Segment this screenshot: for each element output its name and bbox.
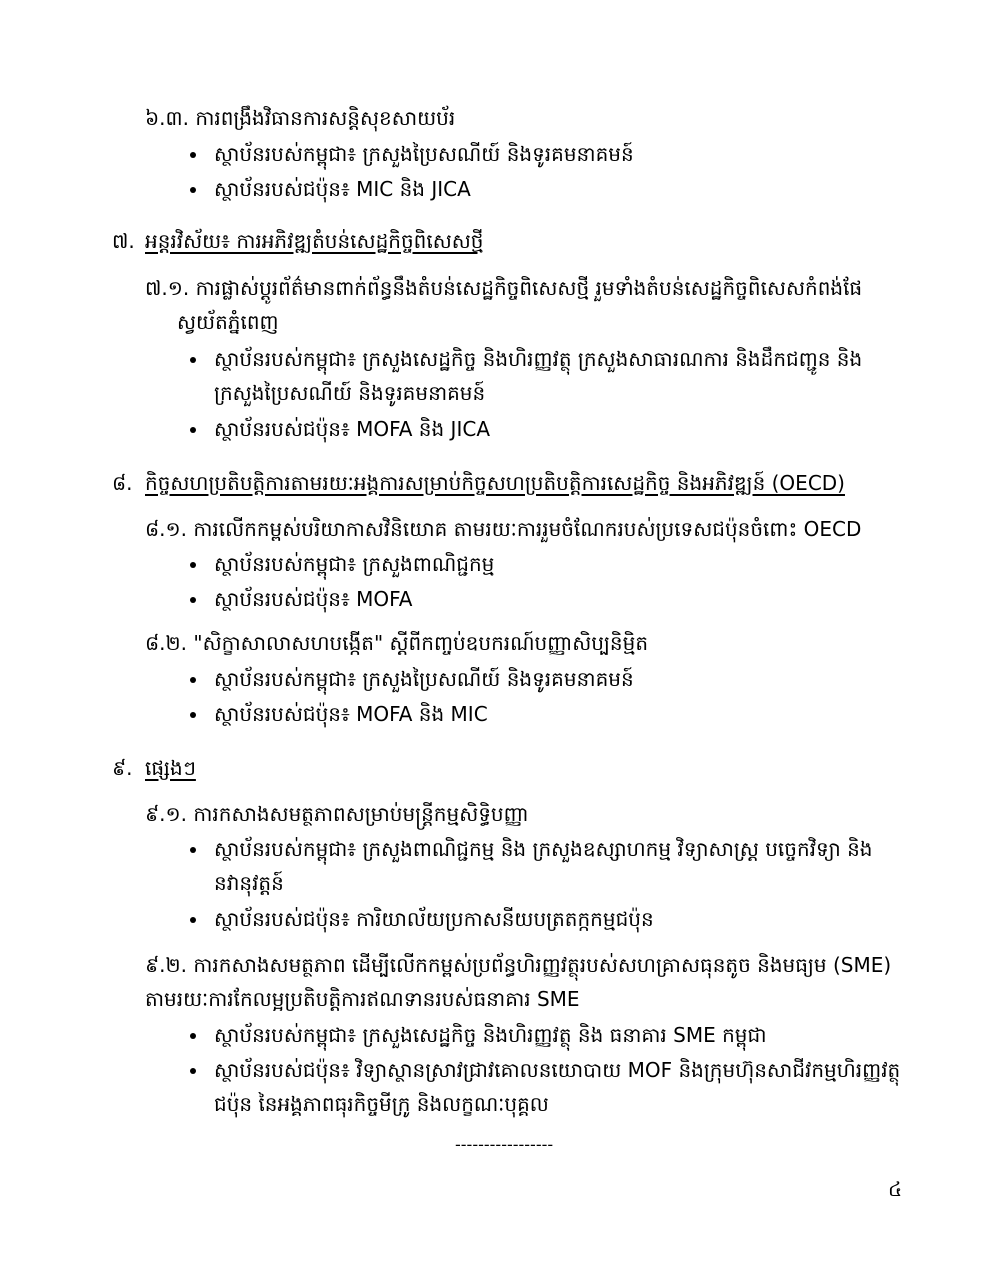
bullet-6-3-japan: ស្ថាប័នរបស់ជប៉ុន៖ MIC និង JICA — [190, 172, 910, 206]
section-8-number: ៨. — [112, 471, 133, 495]
subsection-9-2-title: ៩.២. ការកសាងសមត្ថភាព ដើម្បីលើកកម្ពស់ប្រព័ន្ធហិរញ្ញវត្ថុរបស់សហគ្រាសធុនតូច និងមធ្យម (SME) តាមរយៈការកែលម្អប្រតិបត្តិការឥណទានរបស់ធនាគារ SME — [145, 953, 892, 1011]
section-9-number: ៩. — [112, 756, 133, 780]
bullet-7-1-japan: ស្ថាប័នរបស់ជប៉ុន៖ MOFA និង JICA — [190, 412, 910, 446]
bullet-9-1-japan: ស្ថាប័នរបស់ជប៉ុន៖ ការិយាល័យប្រកាសនីយបត្រតក្កកម្មជប៉ុន — [190, 902, 910, 936]
bullet-9-1-cambodia: ស្ថាប័នរបស់កម្ពុជា៖ ក្រសួងពាណិជ្ជកម្ម និង ក្រសួងឧស្សាហកម្ម វិទ្យាសាស្ត្រ បច្ចេកវិទ្យា និង នវានុវត្តន៍ — [190, 832, 910, 900]
section-8-title: កិច្ចសហប្រតិបត្តិការតាមរយៈអង្គការសម្រាប់កិច្ចសហប្រតិបត្តិការសេដ្ឋកិច្ច និងអភិវឌ្ឍន៍ (OECD) — [145, 471, 845, 495]
subsection-8-1-title: ៨.១. ការលើកកម្ពស់បរិយាកាសវិនិយោគ តាមរយៈការរួមចំណែករបស់ប្រទេសជប៉ុនចំពោះ OECD — [145, 517, 862, 541]
section-7-heading — [112, 224, 912, 258]
subsection-8-2-title: ៨.២. "សិក្ខាសាលាសហបង្កើត" ស្តីពីកញ្ចប់ឧបករណ៍បញ្ញាសិប្បនិម្មិត — [145, 631, 649, 655]
bullet-9-2-japan: ស្ថាប័នរបស់ជប៉ុន៖ វិទ្យាស្ថានស្រាវជ្រាវគោលនយោបាយ MOF និងក្រុមហ៊ុនសាជីវកម្មហិរញ្ញវត្ថុ ជប៉ុន នៃអង្គភាពធុរកិច្ចមីក្រូ និងលក្ខណៈបុគ្គល — [190, 1053, 910, 1121]
subsection-9-1-title: ៩.១. ការកសាងសមត្ថភាពសម្រាប់មន្ត្រីកម្មសិទ្ធិបញ្ញា — [145, 802, 529, 826]
bullet-9-2-cambodia: ស្ថាប័នរបស់កម្ពុជា៖ ក្រសួងសេដ្ឋកិច្ច និងហិរញ្ញវត្ថុ និង ធនាគារ SME កម្ពុជា — [190, 1018, 910, 1052]
section-9-title: ផ្សេងៗ — [145, 756, 196, 780]
bullet-8-1-cambodia: ស្ថាប័នរបស់កម្ពុជា៖ ក្រសួងពាណិជ្ជកម្ម — [190, 547, 910, 581]
end-divider: ----------------- — [455, 1135, 554, 1154]
section-7-number: ៧. — [112, 229, 135, 253]
bullet-8-1-japan: ស្ថាប័នរបស់ជប៉ុន៖ MOFA — [190, 582, 910, 616]
subsection-7-1-title: ៧.១. ការផ្លាស់ប្តូរព័ត៌មានពាក់ព័ន្ធនឹងតំបន់សេដ្ឋកិច្ចពិសេសថ្មី រួមទាំងតំបន់សេដ្ឋកិច្ចពិសេសកំពង់ផែ ស្វយ័តភ្នំពេញ — [145, 276, 863, 334]
page-number: ៤ — [888, 1177, 903, 1201]
section-8-heading — [112, 466, 912, 500]
bullet-6-3-cambodia: ស្ថាប័នរបស់កម្ពុជា៖ ក្រសួងប្រៃសណីយ៍ និងទូរគមនាគមន៍ — [190, 137, 910, 171]
bullet-8-2-japan: ស្ថាប័នរបស់ជប៉ុន៖ MOFA និង MIC — [190, 697, 910, 731]
section-7-title: អន្តរវិស័យ៖ ការអភិវឌ្ឍតំបន់សេដ្ឋកិច្ចពិសេសថ្មី — [145, 229, 484, 253]
bullet-8-2-cambodia: ស្ថាប័នរបស់កម្ពុជា៖ ក្រសួងប្រៃសណីយ៍ និងទូរគមនាគមន៍ — [190, 662, 910, 696]
bullet-7-1-cambodia: ស្ថាប័នរបស់កម្ពុជា៖ ក្រសួងសេដ្ឋកិច្ច និងហិរញ្ញវត្ថុ ក្រសួងសាធារណការ និងដឹកជញ្ជូន និង ក្រសួងប្រៃសណីយ៍ និងទូរគមនាគមន៍ — [190, 342, 910, 410]
subsection-6-3-title: ៦.៣. ការពង្រឹងវិធានការសន្តិសុខសាយប័រ — [145, 106, 456, 130]
section-9-heading — [112, 751, 912, 785]
